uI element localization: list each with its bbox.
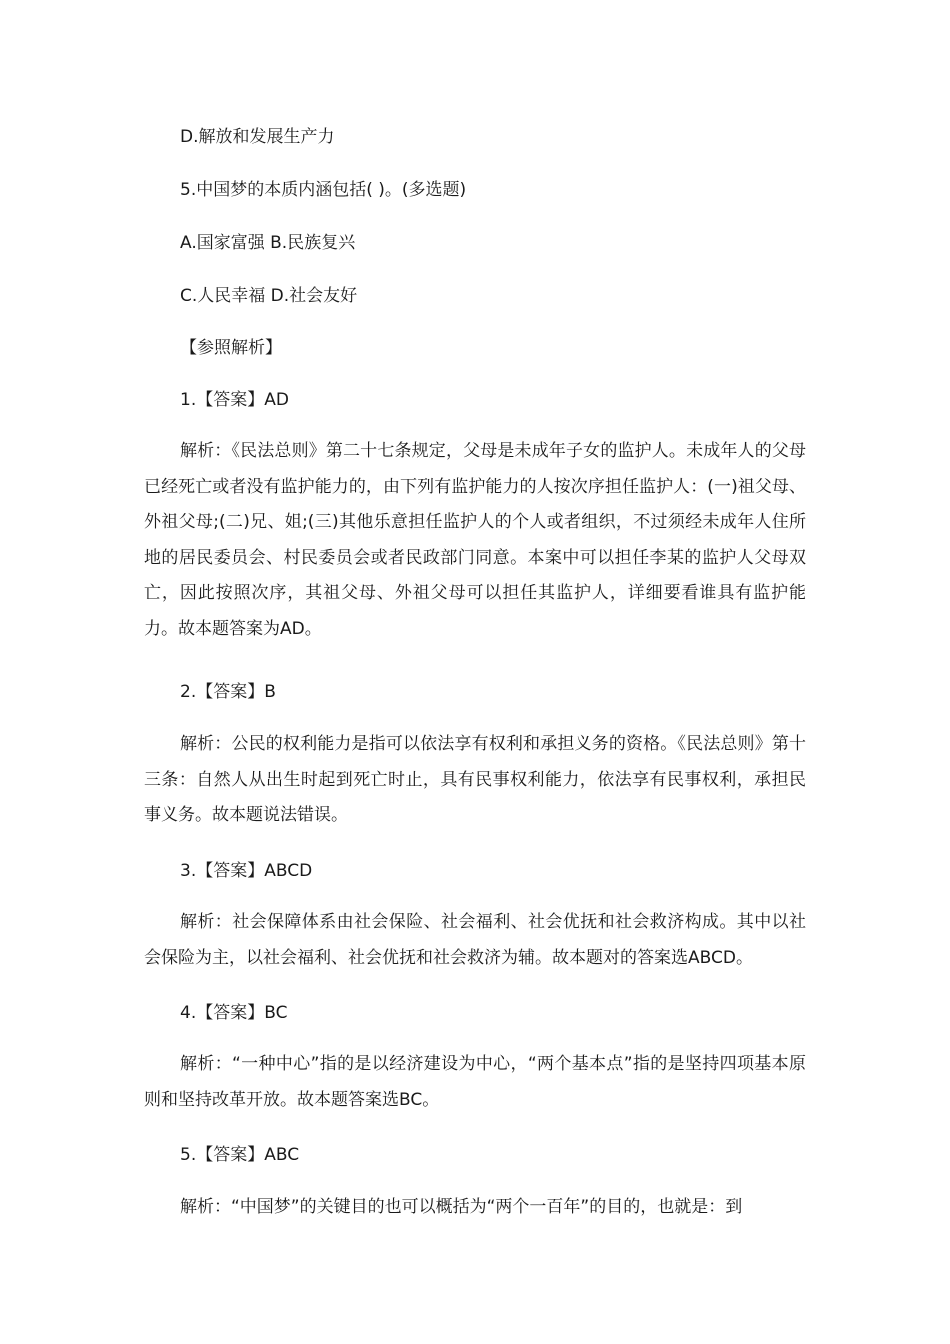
q5-options-ab: A.国家富强 B.民族复兴 — [180, 233, 356, 253]
answer-4: 4.【答案】BC — [180, 1003, 288, 1023]
q5-stem: 5.中国梦的本质内涵包括( )。(多选题) — [180, 180, 467, 200]
answer-3: 3.【答案】ABCD — [180, 861, 313, 881]
answer-1: 1.【答案】AD — [180, 390, 289, 410]
q4-option-d: D.解放和发展生产力 — [180, 127, 335, 147]
analysis-heading: 【参照解析】 — [180, 338, 282, 358]
answer-5: 5.【答案】ABC — [180, 1145, 300, 1165]
explanation-1: 解析：《民法总则》第二十七条规定，父母是未成年子女的监护人。未成年人的父母已经死亡或者没有监护能力的，由下列有监护能力的人按次序担任监护人：(一)祖父母、外祖父母;(二)兄、姐;(三)其他乐意担任监护人的个人或者组织，不过须经未成年人住所地的居民委员会、村民委员会或者民政部门同意。本案中可以担任李某的监护人父母双亡，因此按照次序，其祖父母、外祖父母可以担任其监护人，详细要看谁具有监护能力。故本题答案为AD。 — [144, 441, 806, 639]
explanation-5: 解析：“中国梦”的关键目的也可以概括为“两个一百年”的目的，也就是：到 — [180, 1197, 743, 1217]
explanation-3: 解析：社会保障体系由社会保险、社会福利、社会优抚和社会救济构成。其中以社会保险为主，以社会福利、社会优抚和社会救济为辅。故本题对的答案选ABCD。 — [144, 912, 806, 968]
q5-options-cd: C.人民幸福 D.社会友好 — [180, 286, 358, 306]
explanation-4: 解析：“一种中心”指的是以经济建设为中心，“两个基本点”指的是坚持四项基本原则和坚持改革开放。故本题答案选BC。 — [144, 1054, 806, 1110]
explanation-2: 解析：公民的权利能力是指可以依法享有权利和承担义务的资格。《民法总则》第十三条：自然人从出生时起到死亡时止，具有民事权利能力，依法享有民事权利，承担民事义务。故本题说法错误。 — [144, 734, 806, 826]
answer-2: 2.【答案】B — [180, 682, 276, 702]
